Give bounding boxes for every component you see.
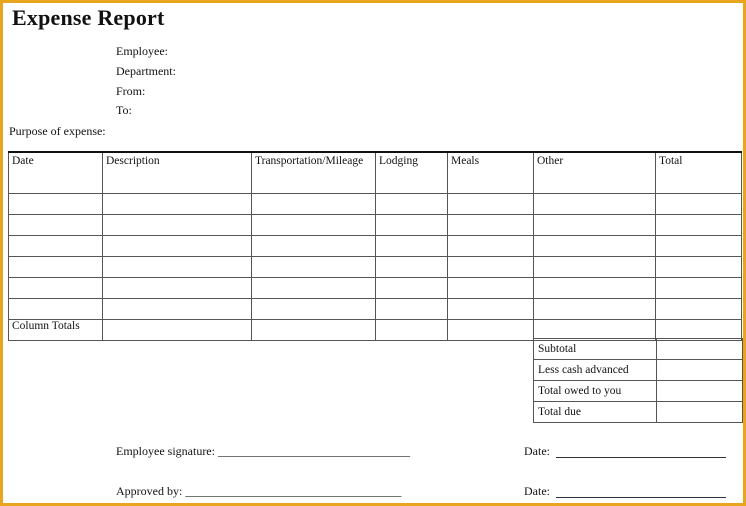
- cell-date[interactable]: [9, 278, 103, 299]
- signature-date-label: Date:: [524, 444, 550, 458]
- employee-signature-label: Employee signature: ________________________________: [116, 444, 410, 458]
- approval-date-label: Date:: [524, 484, 550, 498]
- cell-total[interactable]: [656, 299, 742, 320]
- total-lodging[interactable]: [376, 320, 448, 341]
- from-label: From:: [116, 84, 146, 98]
- cell-lodging[interactable]: [376, 236, 448, 257]
- cell-meals[interactable]: [448, 194, 534, 215]
- cell-other[interactable]: [534, 215, 656, 236]
- cell-other[interactable]: [534, 194, 656, 215]
- approved-by-label: Approved by: ____________________________________: [116, 484, 402, 498]
- total-description[interactable]: [103, 320, 252, 341]
- cell-description[interactable]: [103, 215, 252, 236]
- table-row: [9, 257, 742, 278]
- summary-label: Subtotal: [534, 339, 657, 360]
- total-meals[interactable]: [448, 320, 534, 341]
- cell-total[interactable]: [656, 236, 742, 257]
- to-field[interactable]: [138, 102, 471, 118]
- cell-description[interactable]: [103, 278, 252, 299]
- cell-meals[interactable]: [448, 257, 534, 278]
- purpose-field[interactable]: [111, 123, 471, 139]
- header-lodging: Lodging: [376, 152, 448, 194]
- cell-meals[interactable]: [448, 236, 534, 257]
- cell-transportation[interactable]: [252, 257, 376, 278]
- cell-lodging[interactable]: [376, 194, 448, 215]
- table-row: [9, 299, 742, 320]
- cell-description[interactable]: [103, 299, 252, 320]
- approval-date-line[interactable]: [556, 483, 726, 498]
- cell-other[interactable]: [534, 299, 656, 320]
- cell-meals[interactable]: [448, 278, 534, 299]
- table-row: [9, 215, 742, 236]
- header-description: Description: [103, 152, 252, 194]
- cell-date[interactable]: [9, 257, 103, 278]
- cell-total[interactable]: [656, 194, 742, 215]
- header-meals: Meals: [448, 152, 534, 194]
- cell-transportation[interactable]: [252, 278, 376, 299]
- department-label: Department:: [116, 64, 176, 78]
- table-header-row: [9, 152, 742, 194]
- summary-label: Less cash advanced: [534, 360, 657, 381]
- purpose-label: Purpose of expense:: [9, 124, 106, 138]
- cell-total[interactable]: [656, 215, 742, 236]
- cell-description[interactable]: [103, 257, 252, 278]
- total-transportation[interactable]: [252, 320, 376, 341]
- cell-lodging[interactable]: [376, 299, 448, 320]
- cell-meals[interactable]: [448, 299, 534, 320]
- cell-date[interactable]: [9, 194, 103, 215]
- cell-transportation[interactable]: [252, 215, 376, 236]
- cell-other[interactable]: [534, 278, 656, 299]
- cell-total[interactable]: [656, 278, 742, 299]
- cell-other[interactable]: [534, 257, 656, 278]
- cell-description[interactable]: [103, 236, 252, 257]
- summary-row: [534, 381, 743, 402]
- page-title: Expense Report: [12, 5, 165, 30]
- cell-transportation[interactable]: [252, 194, 376, 215]
- summary-row: [534, 402, 743, 423]
- summary-value[interactable]: [657, 339, 743, 360]
- cell-date[interactable]: [9, 236, 103, 257]
- to-label: To:: [116, 103, 132, 117]
- column-totals-label: Column Totals: [9, 320, 103, 341]
- cell-lodging[interactable]: [376, 215, 448, 236]
- table-row: [9, 194, 742, 215]
- summary-row: [534, 339, 743, 360]
- summary-label: Total owed to you: [534, 381, 657, 402]
- cell-lodging[interactable]: [376, 278, 448, 299]
- from-field[interactable]: [151, 83, 471, 99]
- header-transportation: Transportation/Mileage: [252, 152, 376, 194]
- signature-date-line[interactable]: [556, 443, 726, 458]
- cell-lodging[interactable]: [376, 257, 448, 278]
- summary-value[interactable]: [657, 381, 743, 402]
- header-other: Other: [534, 152, 656, 194]
- cell-total[interactable]: [656, 257, 742, 278]
- cell-description[interactable]: [103, 194, 252, 215]
- expense-table: [8, 151, 742, 341]
- cell-transportation[interactable]: [252, 299, 376, 320]
- summary-label: Total due: [534, 402, 657, 423]
- summary-value[interactable]: [657, 402, 743, 423]
- summary-table: [533, 338, 743, 423]
- employee-field[interactable]: [171, 43, 471, 59]
- header-total: Total: [656, 152, 742, 194]
- cell-date[interactable]: [9, 215, 103, 236]
- table-row: [9, 278, 742, 299]
- header-date: Date: [9, 152, 103, 194]
- cell-other[interactable]: [534, 236, 656, 257]
- employee-label: Employee:: [116, 44, 168, 58]
- cell-meals[interactable]: [448, 215, 534, 236]
- department-field[interactable]: [181, 63, 471, 79]
- cell-transportation[interactable]: [252, 236, 376, 257]
- summary-value[interactable]: [657, 360, 743, 381]
- table-row: [9, 236, 742, 257]
- summary-row: [534, 360, 743, 381]
- cell-date[interactable]: [9, 299, 103, 320]
